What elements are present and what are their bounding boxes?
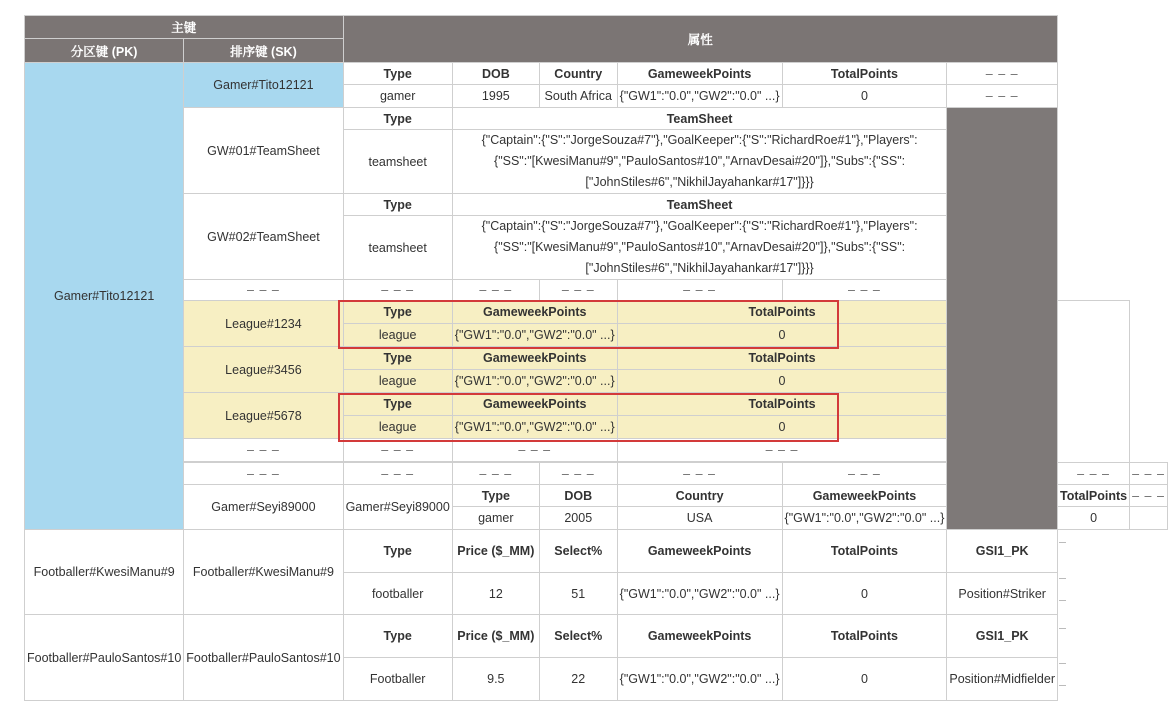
- dob-value: 1995: [452, 85, 539, 108]
- total-points-label: TotalPoints: [617, 347, 947, 370]
- type-value: gamer: [343, 85, 452, 108]
- sort-key-gamer-seyi: Gamer#Seyi89000: [343, 485, 452, 530]
- country-label: Country: [539, 63, 617, 85]
- total-points-label: TotalPoints: [782, 530, 947, 573]
- partition-key-gamer-tito: Gamer#Tito12121: [25, 63, 184, 530]
- sort-key-teamsheet-gw02: GW#02#TeamSheet: [184, 194, 343, 280]
- gameweek-points-value: {"GW1":"0.0","GW2":"0.0" ...}: [452, 370, 617, 393]
- total-points-value: 0: [782, 573, 947, 615]
- blank-cell: [1130, 507, 1168, 530]
- sort-key-league-5678: League#5678: [184, 393, 343, 439]
- country-value: South Africa: [539, 85, 617, 108]
- gameweek-points-label: GameweekPoints: [617, 615, 782, 658]
- total-points-value: 0: [1057, 507, 1129, 530]
- country-value: USA: [617, 507, 782, 530]
- empty-attribute-placeholder: – – –: [947, 85, 1058, 108]
- empty-attribute-placeholder: – – –: [947, 63, 1058, 85]
- dynamodb-table: [24, 15, 1168, 701]
- ellipsis-cell: – – –: [184, 463, 343, 485]
- type-label: Type: [343, 530, 452, 573]
- type-label: Type: [343, 194, 452, 216]
- sort-key-footballer-kwesimanu: Footballer#KwesiManu#9: [184, 530, 343, 615]
- type-value: gamer: [452, 507, 539, 530]
- total-points-value: 0: [782, 658, 947, 701]
- ellipsis-cell: – – –: [782, 463, 947, 485]
- gameweek-points-value: {"GW1":"0.0","GW2":"0.0" ...}: [452, 324, 617, 347]
- ellipsis-cell: – – –: [617, 439, 947, 462]
- ellipsis-cell: – – –: [617, 280, 782, 301]
- ellipsis-cell: – – –: [539, 280, 617, 301]
- sort-key-header: 排序键 (SK): [184, 39, 343, 63]
- type-value: teamsheet: [343, 216, 452, 280]
- type-value: teamsheet: [343, 130, 452, 194]
- empty-attribute-placeholder: – – –: [1130, 485, 1168, 507]
- type-value: league: [343, 370, 452, 393]
- sort-key-teamsheet-gw01: GW#01#TeamSheet: [184, 108, 343, 194]
- gameweek-points-value: {"GW1":"0.0","GW2":"0.0" ...}: [617, 658, 782, 701]
- gameweek-points-value: {"GW1":"0.0","GW2":"0.0" ...}: [617, 573, 782, 615]
- ellipsis-cell: – – –: [343, 463, 452, 485]
- total-points-value: 0: [617, 324, 947, 347]
- partition-key-footballer-kwesimanu: Footballer#KwesiManu#9: [25, 530, 184, 615]
- gameweek-points-label: GameweekPoints: [782, 485, 947, 507]
- total-points-label: TotalPoints: [617, 393, 947, 416]
- gameweek-points-value: {"GW1":"0.0","GW2":"0.0" ...}: [617, 85, 782, 108]
- gameweek-points-label: GameweekPoints: [617, 63, 782, 85]
- teamsheet-value: {"Captain":{"S":"JorgeSouza#7"},"GoalKeeper":{"S":"RichardRoe#1"},"Players":{"SS":"[KwesiManu#9","PauloSantos#10","ArnavDesai#20"]},"Subs":{"SS":["JohnStiles#6","NikhilJayahankar#17"]}}}: [452, 216, 947, 280]
- select-percent-label: Select%: [539, 530, 617, 573]
- type-label: Type: [343, 108, 452, 130]
- teamsheet-value: {"Captain":{"S":"JorgeSouza#7"},"GoalKeeper":{"S":"RichardRoe#1"},"Players":{"SS":"[KwesiManu#9","PauloSantos#10","ArnavDesai#20"]},"Subs":{"SS":["JohnStiles#6","NikhilJayahankar#17"]}}}: [452, 130, 947, 194]
- type-label: Type: [343, 347, 452, 370]
- sort-key-league-1234: League#1234: [184, 301, 343, 347]
- dob-value: 2005: [539, 507, 617, 530]
- ellipsis-cell: – – –: [343, 280, 452, 301]
- price-label: Price ($_MM): [452, 615, 539, 658]
- select-percent-value: 22: [539, 658, 617, 701]
- price-label: Price ($_MM): [452, 530, 539, 573]
- single-table-design-diagram: [24, 15, 1168, 701]
- price-value: 9.5: [452, 658, 539, 701]
- select-percent-value: 51: [539, 573, 617, 615]
- type-label: Type: [343, 393, 452, 416]
- ellipsis-cell: – – –: [452, 280, 539, 301]
- ellipsis-cell: – – –: [782, 280, 947, 301]
- ellipsis-cell: – – –: [343, 439, 452, 462]
- type-value: Footballer: [343, 658, 452, 701]
- type-label: Type: [343, 301, 452, 324]
- primary-key-header: 主键: [25, 16, 344, 39]
- type-value: footballer: [343, 573, 452, 615]
- ellipsis-cell: – – –: [617, 463, 782, 485]
- gsi1-pk-label: GSI1_PK: [947, 530, 1058, 573]
- partition-key-header: 分区键 (PK): [25, 39, 184, 63]
- total-points-value: 0: [782, 85, 947, 108]
- sort-key-league-3456: League#3456: [184, 347, 343, 393]
- partition-key-gamer-seyi: Gamer#Seyi89000: [184, 485, 343, 530]
- gameweek-points-value: {"GW1":"0.0","GW2":"0.0" ...}: [782, 507, 947, 530]
- partition-key-footballer-paulosantos: Footballer#PauloSantos#10: [25, 615, 184, 701]
- total-points-label: TotalPoints: [1057, 485, 1129, 507]
- ellipsis-cell: – – –: [452, 463, 539, 485]
- total-points-value: 0: [617, 416, 947, 439]
- unused-attribute-area: [947, 108, 1058, 530]
- gameweek-points-label: GameweekPoints: [452, 393, 617, 416]
- total-points-label: TotalPoints: [782, 63, 947, 85]
- type-value: league: [343, 416, 452, 439]
- gsi1-pk-label: GSI1_PK: [947, 615, 1058, 658]
- type-label: Type: [452, 485, 539, 507]
- type-label: Type: [343, 63, 452, 85]
- ellipsis-cell: – – –: [1057, 463, 1129, 485]
- ellipsis-cell: – – –: [1130, 463, 1168, 485]
- teamsheet-label: TeamSheet: [452, 108, 947, 130]
- gsi1-pk-value: Position#Midfielder: [947, 658, 1058, 701]
- gameweek-points-label: GameweekPoints: [452, 301, 617, 324]
- ellipsis-cell: – – –: [184, 280, 343, 301]
- ellipsis-cell: – – –: [452, 439, 617, 462]
- gsi1-pk-value: Position#Striker: [947, 573, 1058, 615]
- total-points-label: TotalPoints: [617, 301, 947, 324]
- type-value: league: [343, 324, 452, 347]
- select-percent-label: Select%: [539, 615, 617, 658]
- type-label: Type: [343, 615, 452, 658]
- total-points-label: TotalPoints: [782, 615, 947, 658]
- dob-label: DOB: [539, 485, 617, 507]
- blank-cell: [1057, 301, 1129, 463]
- sort-key-gamer-tito: Gamer#Tito12121: [184, 63, 343, 108]
- teamsheet-label: TeamSheet: [452, 194, 947, 216]
- country-label: Country: [617, 485, 782, 507]
- gameweek-points-value: {"GW1":"0.0","GW2":"0.0" ...}: [452, 416, 617, 439]
- gameweek-points-label: GameweekPoints: [617, 530, 782, 573]
- ellipsis-cell: – – –: [184, 439, 343, 462]
- total-points-value: 0: [617, 370, 947, 393]
- attributes-header: 属性: [343, 16, 1057, 63]
- sort-key-footballer-paulosantos: Footballer#PauloSantos#10: [184, 615, 343, 701]
- price-value: 12: [452, 573, 539, 615]
- ellipsis-cell: – – –: [539, 463, 617, 485]
- dob-label: DOB: [452, 63, 539, 85]
- gameweek-points-label: GameweekPoints: [452, 347, 617, 370]
